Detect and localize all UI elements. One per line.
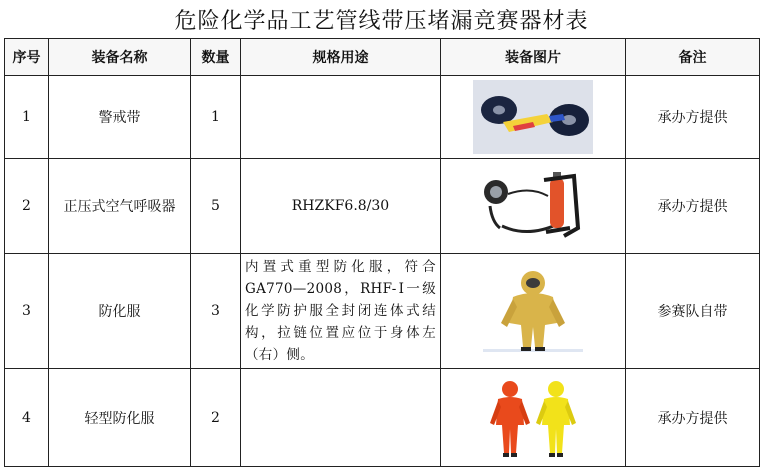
cell-note: 承办方提供 [626, 76, 760, 159]
cell-name: 防化服 [49, 254, 191, 369]
cell-spec [241, 369, 441, 467]
heavy-chemical-suit-icon [483, 267, 583, 355]
header-image: 装备图片 [441, 39, 626, 76]
cell-name: 轻型防化服 [49, 369, 191, 467]
table-row [5, 254, 760, 369]
cell-image [441, 76, 626, 159]
header-note: 备注 [626, 39, 760, 76]
cell-index: 1 [5, 76, 49, 159]
cell-name: 警戒带 [49, 76, 191, 159]
cell-qty: 1 [191, 76, 241, 159]
table-row [5, 369, 760, 467]
header-name: 装备名称 [49, 39, 191, 76]
table-row [5, 159, 760, 254]
cell-qty: 5 [191, 159, 241, 254]
table-row [5, 76, 760, 159]
cell-spec: RHZKF6.8/30 [241, 159, 441, 254]
cell-image [441, 254, 626, 369]
cell-note: 参赛队自带 [626, 254, 760, 369]
cell-qty: 3 [191, 254, 241, 369]
cell-spec [241, 76, 441, 159]
cell-note: 承办方提供 [626, 159, 760, 254]
cell-image [441, 369, 626, 467]
warning-tape-rolls-icon [473, 80, 593, 154]
cell-spec: 内置式重型防化服，符合GA770—2008，RHF-Ⅰ一级化学防护服全封闭连体式结构，拉链位置应位于身体左（右）侧。 [241, 254, 441, 369]
cell-index: 4 [5, 369, 49, 467]
equipment-table [4, 38, 760, 467]
air-respirator-icon [478, 166, 588, 246]
cell-index: 2 [5, 159, 49, 254]
header-qty: 数量 [191, 39, 241, 76]
header-spec: 规格用途 [241, 39, 441, 76]
cell-note: 承办方提供 [626, 369, 760, 467]
header-row [5, 39, 760, 76]
cell-qty: 2 [191, 369, 241, 467]
light-chemical-suits-icon [478, 377, 588, 459]
page-title: 危险化学品工艺管线带压堵漏竞赛器材表 [174, 9, 589, 34]
cell-image [441, 159, 626, 254]
cell-index: 3 [5, 254, 49, 369]
header-index: 序号 [5, 39, 49, 76]
cell-name: 正压式空气呼吸器 [49, 159, 191, 254]
